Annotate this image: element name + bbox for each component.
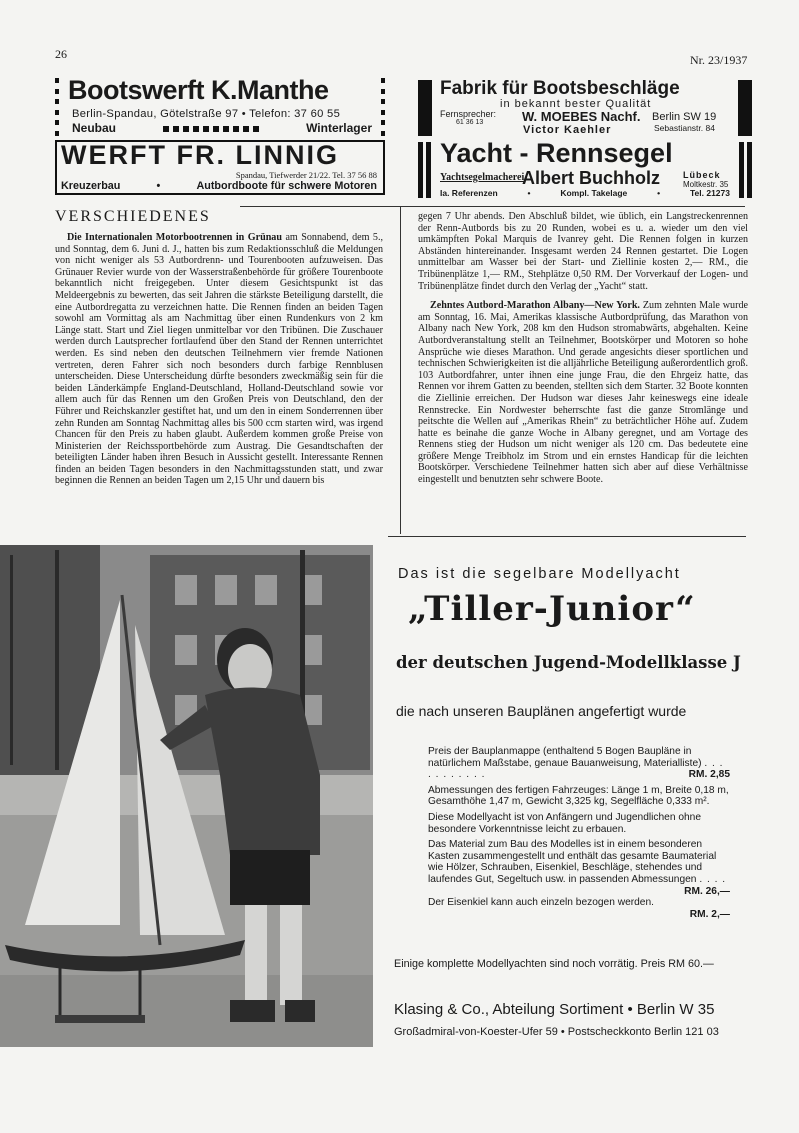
article-column-left [55, 232, 383, 544]
manthe-neubau: Neubau [72, 121, 117, 135]
ad-bar-left [418, 80, 432, 136]
manthe-title: Bootswerft K.Manthe [68, 75, 329, 105]
tiller-publisher-address: Großadmiral-von-Koester-Ufer 59 • Postscheckkonto Berlin 121 03 [394, 1026, 719, 1038]
article-paragraph-2 [418, 300, 748, 486]
tiller-item-5 [428, 897, 730, 920]
linnig-bullet: • [156, 180, 161, 192]
buchholz-title: Yacht - Rennsegel [440, 138, 673, 168]
article-heading: VERSCHIEDENES [55, 208, 211, 225]
manthe-address: Berlin-Spandau, Götelstraße 97 • Telefon: 37 60 55 [72, 108, 341, 120]
buchholz-name: Albert Buchholz [522, 168, 660, 188]
moebes-subtitle: in bekannt bester Qualität [500, 98, 652, 110]
tiller-item-1-text: Preis der Bauplanmappe (enthaltend 5 Bogen Baupläne in natürlichem Maßstabe, genaue Bauanweisung, Materialliste) [428, 746, 702, 769]
article-column-right [418, 211, 748, 545]
heading-rule [240, 206, 745, 207]
tiller-item-5-text: Der Eisenkiel kann auch einzeln bezogen werden. [428, 897, 654, 909]
ad-bar-3 [739, 142, 744, 198]
linnig-bottom [61, 180, 377, 192]
page-number: 26 [55, 47, 67, 61]
article-p1-continuation: gegen 7 Uhr abends. Den Abschluß bildet, wie üblich, ein Langstreckenrennen der Renn-Autbords bis zu 20 Runden, wobei es u. a. wieder um den viel umkämpften Pokal Marquis de Ivanrey geht. Die Rennen folgen in kurzen Abständen hintereinander. Insgesamt werden 24 Rennen gestartet. Die Logen unmittelbar am Wasser bei der Start- und Ziellinie kosten 2,— RM., die Tribünenplätze 1,— RM., Stehplätze 0,50 RM. Der Vorverkauf der Logen- und Tribünenplätze findet durch den Verlag der „Yacht“ statt. [418, 211, 748, 292]
ad-border-left [55, 78, 59, 136]
buchholz-ref: Ia. Referenzen [440, 188, 498, 198]
buchholz-bullet-1: • [527, 188, 531, 198]
moebes-title: Fabrik für Bootsbeschläge [440, 78, 680, 99]
article-paragraph-1 [55, 232, 383, 487]
tiller-item-1-price: RM. 2,85 [688, 769, 730, 781]
buchholz-label: Yachtsegelmacherei [440, 172, 525, 183]
linnig-autbord: Autbordboote für schwere Motoren [196, 180, 377, 192]
tiller-subtitle: der deutschen Jugend-Modellklasse J [396, 653, 741, 672]
ad-tiller-junior [388, 545, 753, 1055]
issue-number: Nr. 23/1937 [690, 53, 748, 67]
article-p1-text: am Sonnabend, dem 5., und Sonntag, dem 6. Juni d. J., hatten bis zum Redaktionsschluß die Meldungen von nicht weniger als 53 Autbordrenn- und Tourenbooten aufzuweisen. Das Grünauer Revier wurde von der Wasserstraßenbehörde für größere Tourenboote bekanntlich nicht freigegeben. Unter diesem Gesichtspunkt ist das Meldeergebnis zu bewerten, das seit Jahren die stärkste Beteiligung darstellt, die eine Autbordregatta zu verzeichnen hatte. Die Rennen finden an beiden Tagen sowohl am Vormittag als am Nachmittag über einen Rundenkurs von 2 km Länge statt. Start und Ziel liegen unmittelbar vor den Tribünen. Die Zuschauer werden durch Lautsprecher fortlaufend über den Stand der Rennen unterrichtet werden. Es sind neben den deutschen Teilnehmern vier fremde Nationen vertreten, deren Fahrer sich noch besonders durch farbige Rennblusen unterscheiden. Diese Unterscheidung dürfte besonders zweckmäßig sein für die beiden Länderkämpfe England-Deutschland, Holland-Deutschland sowie vor allem auch für das Rennen um den Großen Preis von Deutschland, den der Führer und Reichskanzler gestiftet hat, und um den in einem Sonderrennen über zehn Runden am Sonntag Nachmittag alles bis 500 ccm starten wird, was irgend Chancen für den Preis zu haben glaubt. Außerdem kommen große Preise von Ministerien der Reichssportbehörde zum Austrag. Die Gesandtschaften der beteiligten Länder haben ihren Besuch in Aussicht gestellt. Interessante Rennen finden an beiden Tagen besonders in den Nachmittagsstunden statt, und zwar beginnen die Rennen an beiden Tagen um 2,15 Uhr und dauern bis [55, 232, 383, 487]
moebes-fern-number: 61 36 13 [456, 119, 484, 126]
tiller-items [428, 746, 730, 920]
article-end-rule [388, 536, 746, 537]
ad-manthe [55, 75, 385, 138]
buchholz-takelage: Kompl. Takelage [560, 188, 628, 198]
ad-buchholz [418, 140, 752, 200]
ad-moebes [418, 78, 752, 138]
article-p2-headline: Zehntes Autbord-Marathon Albany—New York. [430, 300, 640, 312]
photo-boy-with-model-yacht [0, 545, 373, 1047]
tiller-item-1-dots: . . . . . . . . . . . [428, 757, 724, 781]
moebes-fern-label: Fernsprecher: [440, 109, 497, 119]
tiller-item-3: Diese Modellyacht ist von Anfängern und Jugendlichen ohne besondere Vorkenntnisse leicht zu erbauen. [428, 811, 701, 835]
ad-bar-2 [426, 142, 431, 198]
moebes-owner: Victor Kaehler [523, 124, 612, 136]
buchholz-street: Moltkestr. 35 [683, 180, 729, 189]
tiller-item-4-text: Das Material zum Bau des Modelles ist in einem besonderen Kasten zusammengestellt und enthält das gesamte Baumaterial wie Hölzer, Schrauben, Eisenkiel, Beschläge, stehendes und laufendes Gut, Segeltuch usw. in passenden Abmessungen [428, 839, 717, 885]
tiller-item-4 [428, 839, 730, 897]
tiller-item-5-price: RM. 2,— [689, 908, 730, 920]
article-p1-headline: Die Internationalen Motorbootrennen in Grünau [67, 232, 282, 243]
tiller-line: die nach unseren Bauplänen angefertigt wurde [396, 703, 687, 719]
tiller-item-4-price: RM. 26,— [684, 885, 730, 897]
tiller-item-4-dots: . . . . [699, 873, 727, 885]
buchholz-bottom [440, 188, 730, 198]
tiller-item-1 [428, 746, 730, 781]
tiller-title: „Tiller-Junior“ [408, 589, 696, 629]
moebes-city: Berlin SW 19 [652, 111, 717, 123]
tiller-publisher: Klasing & Co., Abteilung Sortiment • Berlin W 35 [394, 1001, 715, 1018]
column-divider [400, 207, 401, 534]
linnig-title: WERFT FR. LINNIG [61, 140, 339, 170]
linnig-kreuzerbau: Kreuzerbau [61, 180, 121, 192]
ad-bar-1 [418, 142, 423, 198]
tiller-intro: Das ist die segelbare Modellyacht [398, 566, 681, 582]
buchholz-bullet-2: • [657, 188, 661, 198]
buchholz-tel: Tel. 21273 [689, 188, 730, 198]
tiller-item-2: Abmessungen des fertigen Fahrzeuges: Länge 1 m, Breite 0,18 m, Gesamthöhe 1,47 m, Gewicht 3,325 kg, Segelfläche 0,333 m². [428, 784, 729, 808]
article-p2-text: Zum zehnten Male wurde am Sonntag, 16. Mai, Amerikas klassische Autbordprüfung, das Marathon von Albany nach New York, 208 km den Hudson stromabwärts, abgehalten. Keine Autbordveranstaltung stellt an Teilnehmer, Bootskörper und Motoren so hohe Ansprüche wie dieses Marathon. Und gerade angesichts dieser sportlichen und technischen Schwierigkeiten ist die alljährliche Beteiligung außerordentlich groß. 103 Autbordfahrer, unter ihnen eine junge Frau, die den Ehrgeiz hatte, das Rennen vor ihrem Gatten zu beenden, stellten sich dem Starter. 32 Boote konnten die Ziellinie erreichen. Der Hudson war dieses Jahr keineswegs eine ideale Rennstrecke. Ein Nordwester beherrschte fast die ganze Stromlänge und peitschte die Wellen auf „Amerikas Rhein“ zu beträchtlicher Höhe auf. Zudem hatte es beinahe die ganze Woche in Albany geregnet, und am Vortage des Rennens stieg der Hudson um nicht weniger als 120 cm. Das bedeutete eine größere Menge Treibholz im Strom und ein ernstes Handicap für die leichten Bootskörper. Verschiedene Teilnehmer hatten sich aber auf diese Verhältnisse eingestellt und benutzten sehr schwere Boote. [418, 300, 748, 486]
manthe-squares [161, 121, 261, 135]
ad-bar-4 [747, 142, 752, 198]
photo-image [0, 545, 373, 1047]
linnig-address: Spandau, Tiefwerder 21/22. Tel. 37 56 88 [235, 170, 377, 180]
ad-bar-right [738, 80, 752, 136]
ad-border-right [381, 78, 385, 136]
tiller-note: Einige komplette Modellyachten sind noch vorrätig. Preis RM 60.— [394, 958, 714, 970]
moebes-street: Sebastianstr. 84 [654, 123, 715, 133]
buchholz-city: Lübeck [683, 170, 721, 180]
manthe-winterlager: Winterlager [306, 121, 372, 135]
ad-linnig [55, 140, 385, 195]
manthe-bottom [72, 121, 372, 135]
moebes-name: W. MOEBES Nachf. [522, 109, 641, 124]
